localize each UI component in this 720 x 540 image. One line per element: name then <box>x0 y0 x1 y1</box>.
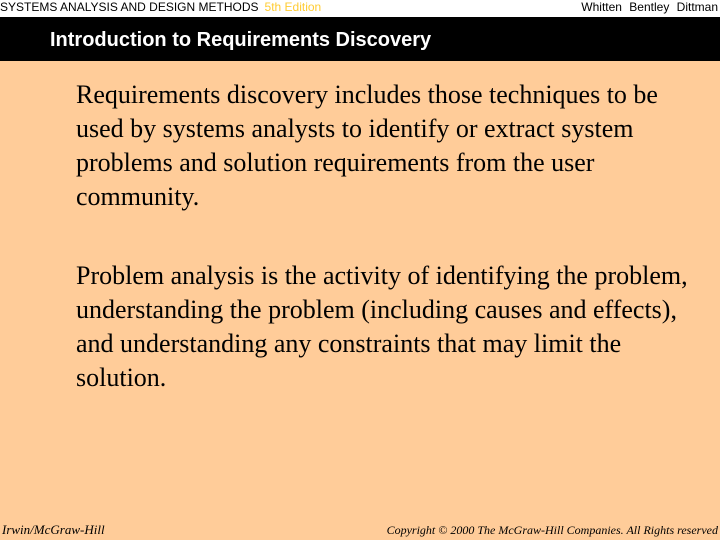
slide-content <box>76 78 701 395</box>
book-edition: 5th Edition <box>264 0 322 14</box>
paragraph-requirements-discovery: Requirements discovery includes those techniques to be used by systems analysts to identify or extract system problems and solution requirements from the user community. <box>76 80 658 211</box>
book-authors: Whitten Bentley Dittman <box>581 0 718 14</box>
paragraph-problem-analysis: Problem analysis is the activity of identifying the problem, understanding the problem (including causes and effects), and understanding any constraints that may limit the solution. <box>76 261 688 392</box>
slide-title: Introduction to Requirements Discovery <box>50 29 432 51</box>
footer-copyright: Copyright © 2000 The McGraw-Hill Companies. All Rights reserved <box>386 523 718 537</box>
footer-publisher: Irwin/McGraw-Hill <box>2 522 105 537</box>
running-header <box>0 0 720 17</box>
title-bar <box>0 17 720 61</box>
book-title-line <box>0 0 321 14</box>
book-title: SYSTEMS ANALYSIS AND DESIGN METHODS <box>0 0 259 14</box>
